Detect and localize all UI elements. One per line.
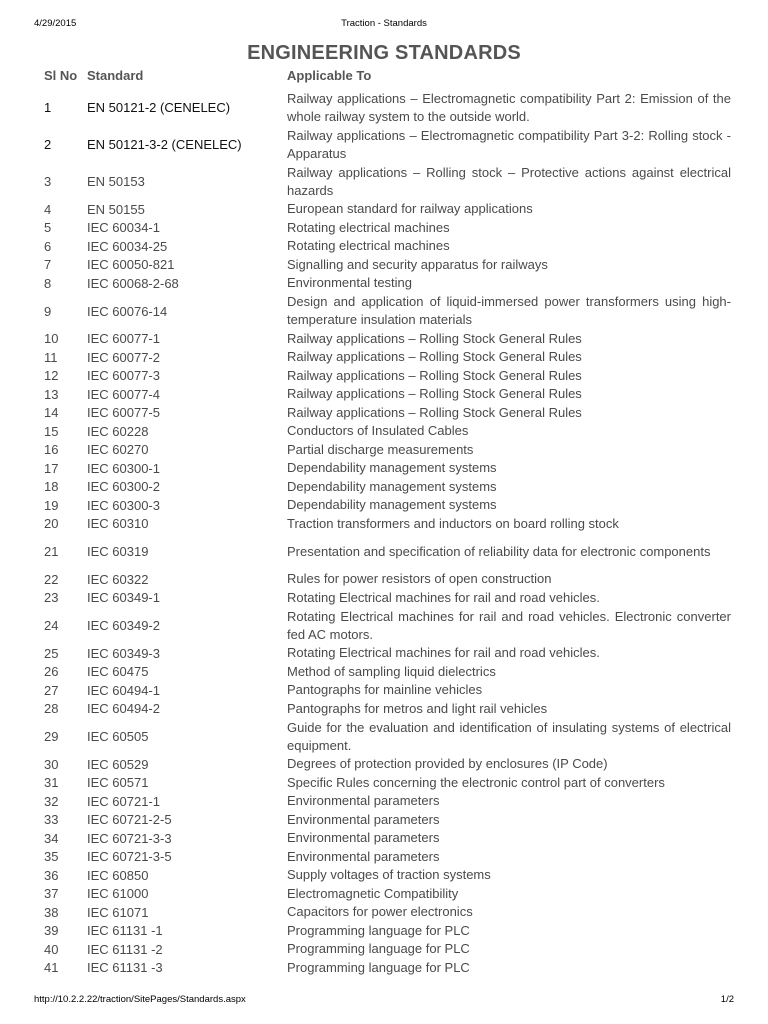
row-standard: IEC 60077-3 xyxy=(87,368,160,384)
row-standard: IEC 60571 xyxy=(87,775,149,791)
row-standard: IEC 60034-25 xyxy=(87,238,168,254)
row-standard: IEC 60068-2-68 xyxy=(87,275,179,291)
row-applicable-to: Presentation and specification of reliability data for electronic components xyxy=(287,543,711,559)
table-row xyxy=(44,959,734,978)
row-applicable-to: Partial discharge measurements xyxy=(287,441,474,457)
print-footer xyxy=(34,994,734,1008)
row-sl-no: 2 xyxy=(44,137,52,152)
row-standard: IEC 60349-3 xyxy=(87,645,160,661)
row-standard: IEC 60349-2 xyxy=(87,618,160,633)
row-applicable-to: Traction transformers and inductors on board rolling stock xyxy=(287,515,619,531)
row-standard: IEC 60034-1 xyxy=(87,220,160,236)
table-row xyxy=(44,663,734,682)
row-standard: IEC 60300-3 xyxy=(87,497,160,513)
table-row xyxy=(44,533,734,570)
table-row xyxy=(44,293,734,330)
row-standard: IEC 60076-14 xyxy=(87,303,168,319)
row-applicable-to: Dependability management systems xyxy=(287,497,497,513)
row-standard: IEC 60505 xyxy=(87,729,149,744)
table-header xyxy=(44,68,734,88)
row-sl-no: 31 xyxy=(44,775,59,791)
row-applicable-to: Programming language for PLC xyxy=(287,941,470,957)
row-applicable-to: Degrees of protection provided by enclosures (IP Code) xyxy=(287,756,608,772)
row-standard: IEC 60319 xyxy=(87,544,149,559)
row-standard: EN 50155 xyxy=(87,201,145,217)
table-row xyxy=(44,478,734,497)
row-sl-no: 28 xyxy=(44,701,59,717)
row-sl-no: 4 xyxy=(44,201,52,217)
row-applicable-to: Pantographs for mainline vehicles xyxy=(287,682,483,698)
table-row xyxy=(44,200,734,219)
row-standard: EN 50121-3-2 (CENELEC) xyxy=(87,137,242,152)
table-row xyxy=(44,256,734,275)
row-applicable-to: Environmental parameters xyxy=(287,793,440,809)
row-standard: IEC 61131 -3 xyxy=(87,960,163,976)
row-sl-no: 7 xyxy=(44,257,52,273)
row-applicable-to: Rotating Electrical machines for rail and road vehicles. Electronic converter fed AC motors. xyxy=(287,608,731,642)
row-applicable-to: Dependability management systems xyxy=(287,460,497,476)
table-row xyxy=(44,515,734,534)
row-applicable-to: Environmental parameters xyxy=(287,848,440,864)
table-row xyxy=(44,570,734,589)
column-header-applicable-to: Applicable To xyxy=(287,68,372,83)
row-applicable-to: Signalling and security apparatus for railways xyxy=(287,256,548,272)
row-applicable-to: Dependability management systems xyxy=(287,478,497,494)
row-applicable-to: Rules for power resistors of open construction xyxy=(287,571,552,587)
row-sl-no: 15 xyxy=(44,423,59,439)
row-applicable-to: Railway applications – Rolling Stock General Rules xyxy=(287,330,582,346)
row-applicable-to: Environmental parameters xyxy=(287,811,440,827)
table-row xyxy=(44,774,734,793)
row-sl-no: 22 xyxy=(44,571,59,587)
row-applicable-to: Capacitors for power electronics xyxy=(287,904,473,920)
row-standard: IEC 60270 xyxy=(87,442,149,458)
row-applicable-to: Railway applications – Rolling Stock General Rules xyxy=(287,349,582,365)
row-standard: IEC 60077-1 xyxy=(87,331,160,347)
table-row xyxy=(44,903,734,922)
table-row xyxy=(44,367,734,386)
table-row xyxy=(44,589,734,608)
table-row xyxy=(44,866,734,885)
row-standard: IEC 61131 -1 xyxy=(87,923,163,939)
table-row xyxy=(44,459,734,478)
table-row xyxy=(44,811,734,830)
row-applicable-to: Design and application of liquid-immersed power transformers using high-temperature insulation materials xyxy=(287,294,731,327)
row-standard: IEC 60494-1 xyxy=(87,682,160,698)
row-sl-no: 29 xyxy=(44,729,59,744)
row-standard: IEC 60850 xyxy=(87,867,149,883)
table-row xyxy=(44,219,734,238)
table-row xyxy=(44,163,734,200)
row-sl-no: 25 xyxy=(44,645,59,661)
row-sl-no: 35 xyxy=(44,849,59,865)
row-standard: IEC 60721-3-3 xyxy=(87,830,172,846)
row-applicable-to: Environmental parameters xyxy=(287,830,440,846)
row-sl-no: 40 xyxy=(44,941,59,957)
row-applicable-to: Pantographs for metros and light rail vehicles xyxy=(287,700,548,716)
row-sl-no: 27 xyxy=(44,682,59,698)
table-row xyxy=(44,644,734,663)
row-standard: IEC 60050-821 xyxy=(87,257,175,273)
row-sl-no: 39 xyxy=(44,923,59,939)
table-row xyxy=(44,330,734,349)
row-standard: IEC 60475 xyxy=(87,664,149,680)
table-row xyxy=(44,940,734,959)
row-standard: IEC 61000 xyxy=(87,886,149,902)
row-standard: IEC 60721-3-5 xyxy=(87,849,172,865)
row-sl-no: 11 xyxy=(44,349,58,365)
page-number: 1/2 xyxy=(720,994,734,1005)
row-sl-no: 10 xyxy=(44,331,59,347)
print-header xyxy=(34,18,734,32)
row-sl-no: 32 xyxy=(44,793,59,809)
row-sl-no: 1 xyxy=(44,100,52,115)
row-standard: EN 50121-2 (CENELEC) xyxy=(87,100,231,115)
row-applicable-to: Programming language for PLC xyxy=(287,959,470,975)
table-row xyxy=(44,718,734,755)
table-row xyxy=(44,422,734,441)
row-standard: IEC 60228 xyxy=(87,423,149,439)
row-applicable-to: Rotating electrical machines xyxy=(287,219,450,235)
row-sl-no: 30 xyxy=(44,756,59,772)
row-sl-no: 34 xyxy=(44,830,59,846)
row-sl-no: 3 xyxy=(44,174,52,189)
row-sl-no: 41 xyxy=(44,960,59,976)
table-row xyxy=(44,89,734,126)
table-row xyxy=(44,848,734,867)
row-sl-no: 37 xyxy=(44,886,59,902)
row-sl-no: 18 xyxy=(44,479,59,495)
row-applicable-to: Railway applications – Rolling Stock General Rules xyxy=(287,404,582,420)
row-standard: IEC 60300-2 xyxy=(87,479,160,495)
table-row xyxy=(44,922,734,941)
table-row xyxy=(44,404,734,423)
table-row xyxy=(44,700,734,719)
row-sl-no: 33 xyxy=(44,812,59,828)
row-sl-no: 9 xyxy=(44,303,52,319)
table-row xyxy=(44,885,734,904)
row-sl-no: 16 xyxy=(44,442,59,458)
row-standard: IEC 60721-1 xyxy=(87,793,160,809)
table-row xyxy=(44,441,734,460)
row-sl-no: 36 xyxy=(44,867,59,883)
print-date: 4/29/2015 xyxy=(34,18,77,29)
row-sl-no: 12 xyxy=(44,368,59,384)
row-sl-no: 24 xyxy=(44,618,59,633)
row-applicable-to: Rotating Electrical machines for rail and road vehicles. xyxy=(287,589,600,605)
standards-table xyxy=(44,89,734,977)
row-standard: IEC 60721-2-5 xyxy=(87,812,172,828)
print-page-title: Traction - Standards xyxy=(341,18,427,29)
row-sl-no: 17 xyxy=(44,460,59,476)
table-row xyxy=(44,829,734,848)
row-sl-no: 20 xyxy=(44,516,59,532)
row-standard: IEC 61071 xyxy=(87,904,149,920)
row-applicable-to: Electromagnetic Compatibility xyxy=(287,885,459,901)
row-standard: IEC 60494-2 xyxy=(87,701,160,717)
document-title: ENGINEERING STANDARDS xyxy=(247,42,521,64)
row-applicable-to: Guide for the evaluation and identification of insulating systems of electrical equipment. xyxy=(287,719,731,753)
row-applicable-to: Specific Rules concerning the electronic control part of converters xyxy=(287,774,665,790)
row-applicable-to: European standard for railway applications xyxy=(287,201,533,217)
table-row xyxy=(44,792,734,811)
row-sl-no: 6 xyxy=(44,238,52,254)
row-applicable-to: Method of sampling liquid dielectrics xyxy=(287,663,496,679)
column-header-standard: Standard xyxy=(87,68,144,83)
row-standard: IEC 60322 xyxy=(87,571,149,587)
row-sl-no: 26 xyxy=(44,664,59,680)
row-applicable-to: Programming language for PLC xyxy=(287,922,470,938)
row-standard: IEC 60077-2 xyxy=(87,349,160,365)
row-sl-no: 19 xyxy=(44,497,59,513)
row-applicable-to: Railway applications – Electromagnetic compatibility Part 3-2: Rolling stock - Apparatus xyxy=(287,127,731,161)
row-standard: IEC 60349-1 xyxy=(87,590,160,606)
table-row xyxy=(44,607,734,644)
table-row xyxy=(44,126,734,163)
table-row xyxy=(44,496,734,515)
row-applicable-to: Railway applications – Rolling stock – Protective actions against electrical hazards xyxy=(287,164,731,198)
table-row xyxy=(44,237,734,256)
table-row xyxy=(44,274,734,293)
table-row xyxy=(44,348,734,367)
row-applicable-to: Rotating electrical machines xyxy=(287,238,450,254)
column-header-sl-no: Sl No xyxy=(44,68,78,83)
table-row xyxy=(44,755,734,774)
row-standard: IEC 60529 xyxy=(87,756,149,772)
print-url: http://10.2.2.22/traction/SitePages/Standards.aspx xyxy=(34,994,246,1005)
row-sl-no: 14 xyxy=(44,405,59,421)
row-applicable-to: Railway applications – Electromagnetic compatibility Part 2: Emission of the whole railway system to the outside world. xyxy=(287,90,731,124)
row-standard: EN 50153 xyxy=(87,174,145,189)
row-standard: IEC 60310 xyxy=(87,516,149,532)
row-standard: IEC 60077-5 xyxy=(87,405,160,421)
row-sl-no: 13 xyxy=(44,386,59,402)
table-row xyxy=(44,385,734,404)
row-sl-no: 5 xyxy=(44,220,52,236)
row-applicable-to: Environmental testing xyxy=(287,275,413,291)
row-applicable-to: Conductors of Insulated Cables xyxy=(287,423,469,439)
row-sl-no: 8 xyxy=(44,275,52,291)
row-standard: IEC 60300-1 xyxy=(87,460,160,476)
row-applicable-to: Supply voltages of traction systems xyxy=(287,867,491,883)
row-applicable-to: Rotating Electrical machines for rail and road vehicles. xyxy=(287,645,600,661)
row-standard: IEC 61131 -2 xyxy=(87,941,163,957)
row-applicable-to: Railway applications – Rolling Stock General Rules xyxy=(287,367,582,383)
row-sl-no: 38 xyxy=(44,904,59,920)
table-row xyxy=(44,681,734,700)
row-applicable-to: Railway applications – Rolling Stock General Rules xyxy=(287,386,582,402)
row-standard: IEC 60077-4 xyxy=(87,386,160,402)
row-sl-no: 23 xyxy=(44,590,59,606)
row-sl-no: 21 xyxy=(44,544,59,559)
